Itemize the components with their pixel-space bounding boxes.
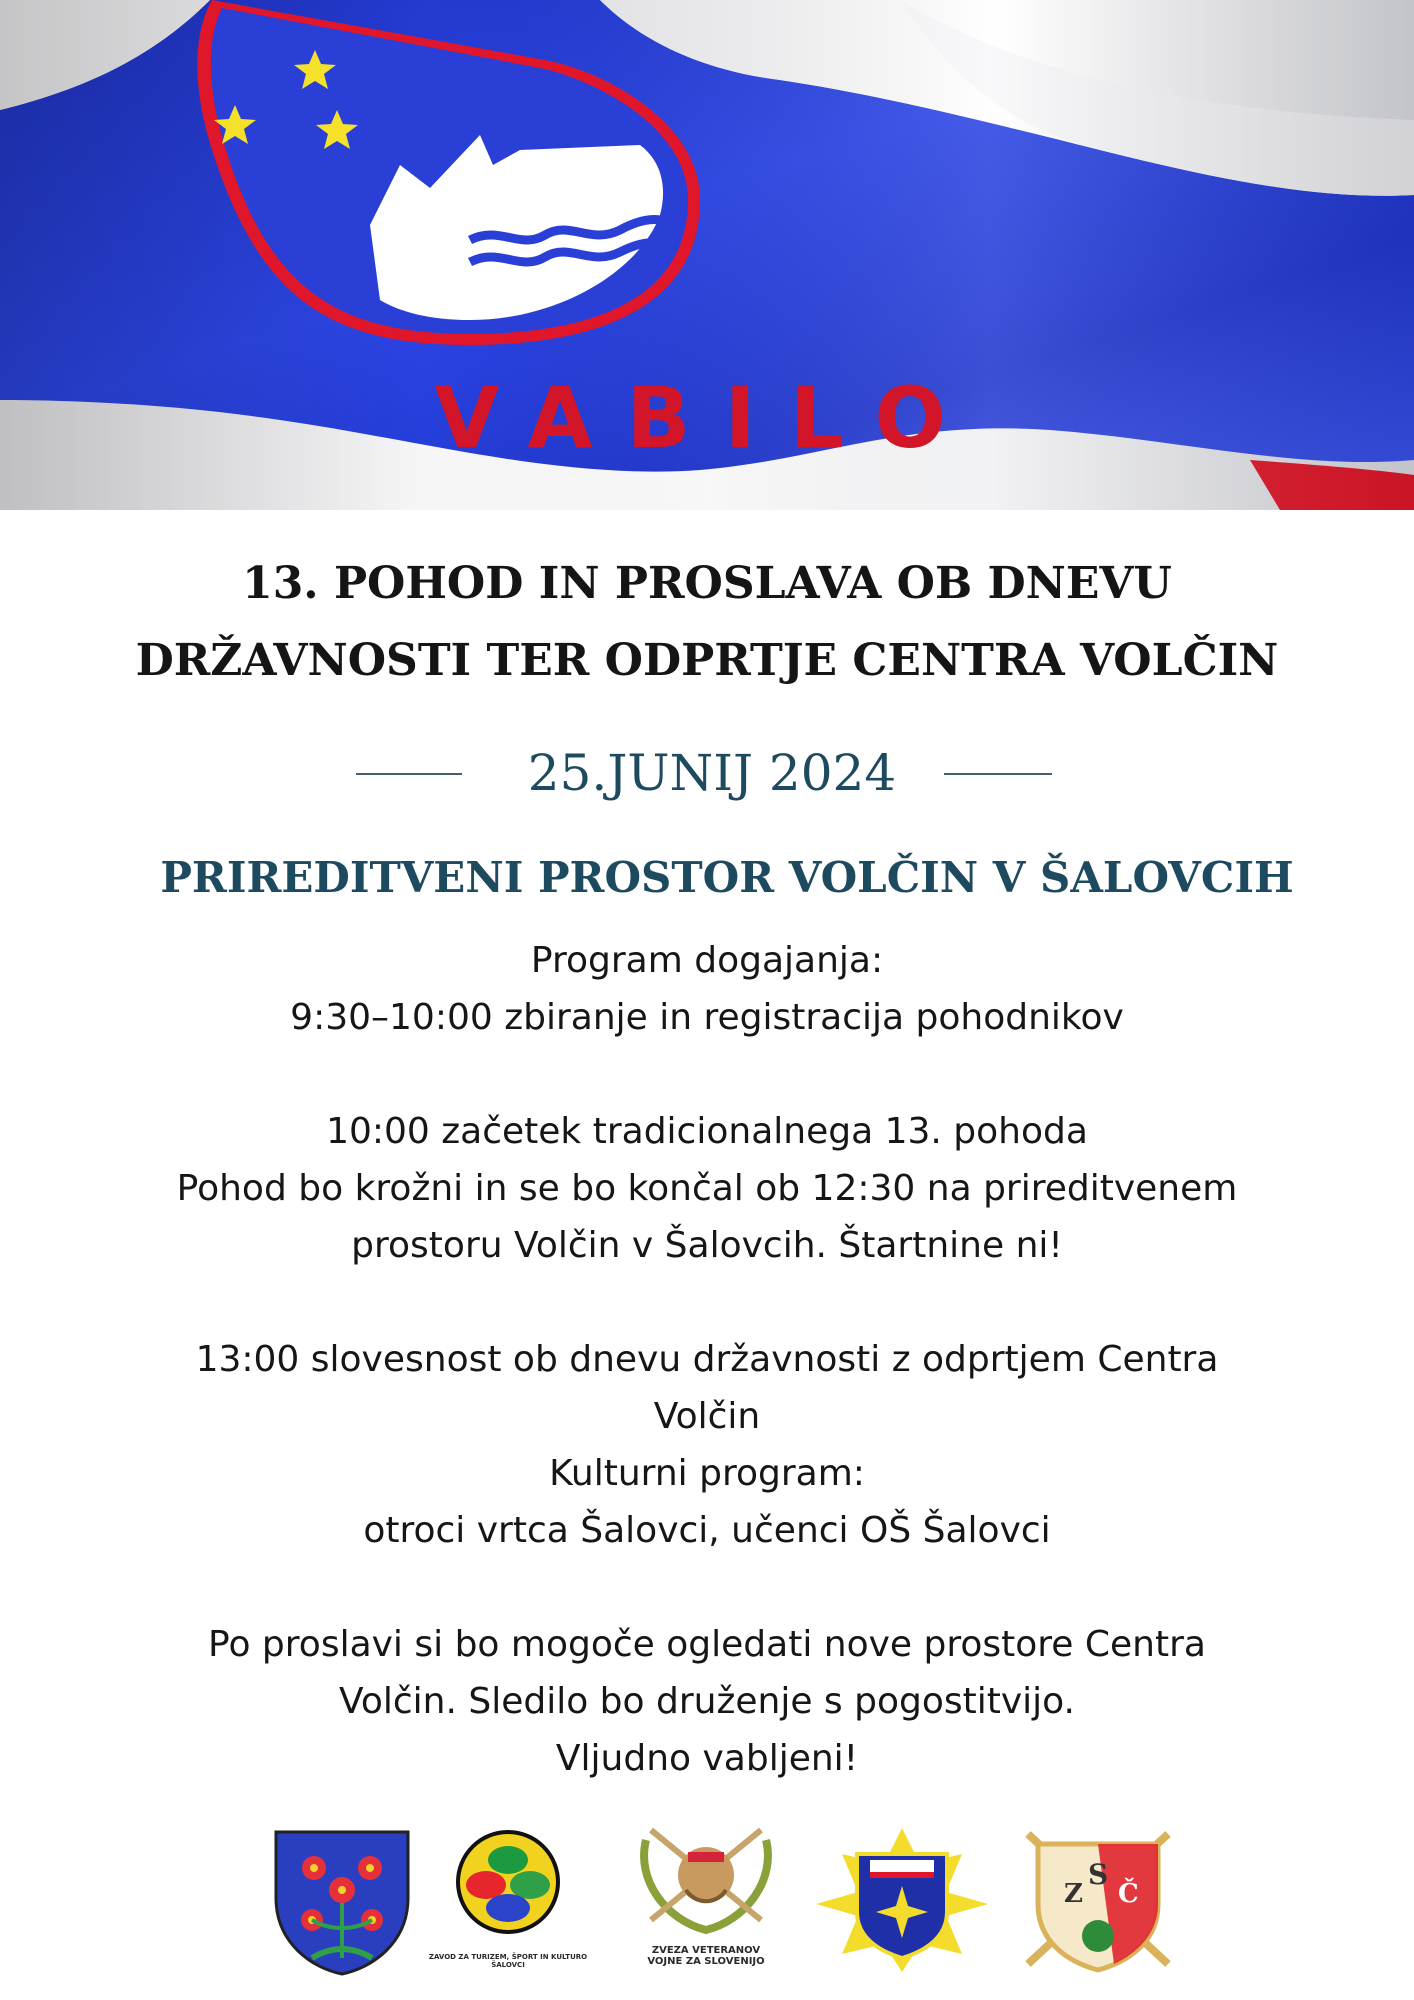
zsc-letter: Z (1064, 1879, 1083, 1909)
zavod-caption: ZAVOD ZA TURIZEM, ŠPORT IN KULTURO (428, 1953, 588, 1961)
municipality-coat-of-arms-logo (272, 1828, 412, 1976)
zveza-veteranov-logo (626, 1820, 786, 1980)
event-date-row (0, 738, 1414, 808)
program-line: Volčin (653, 1396, 761, 1437)
program-line: prostoru Volčin v Šalovcih. Štartnine ni! (351, 1225, 1063, 1266)
program-closing: Vljudno vabljeni! (555, 1738, 859, 1779)
shield-icon (272, 1828, 412, 1976)
invitation-heading: VABILO (434, 369, 980, 467)
program-line: 10:00 začetek tradicionalnega 13. pohoda (326, 1111, 1088, 1152)
zavod-caption: ŠALOVCI (491, 1961, 525, 1969)
four-color-circle-icon (418, 1830, 598, 1940)
event-venue: PRIREDITVENI PROSTOR VOLČIN V ŠALOVCIH (160, 853, 1294, 902)
program-line: otroci vrtca Šalovci, učenci OŠ Šalovci (363, 1510, 1051, 1551)
date-divider-left (356, 773, 462, 775)
program-line: 9:30–10:00 zbiranje in registracija pohodnikov (290, 997, 1124, 1038)
veterans-wreath-icon (626, 1820, 786, 1938)
event-title-line: DRŽAVNOSTI TER ODPRTJE CENTRA VOLČIN (135, 635, 1279, 686)
program-line: 13:00 slovesnost ob dnevu državnosti z odprtjem Centra (195, 1339, 1219, 1380)
sponsor-logos (0, 1820, 1414, 1980)
veterani-caption: ZVEZA VETERANOV (651, 1945, 761, 1956)
zsc-logo (1018, 1824, 1178, 1976)
veterani-caption: VOJNE ZA SLOVENIJO (647, 1956, 765, 1967)
event-title (60, 545, 1354, 699)
program-line: Kulturni program: (549, 1453, 865, 1494)
program-line: Pohod bo krožni in se bo končal ob 12:30 na prireditvenem (176, 1168, 1238, 1209)
zsc-letter: S (1088, 1858, 1109, 1891)
zavod-sport-kultura-logo (418, 1830, 598, 1980)
program-section (50, 932, 1364, 1787)
program-line: Volčin. Sledilo bo druženje s pogostitvijo. (338, 1681, 1075, 1722)
event-date: 25.JUNIJ 2024 (527, 744, 897, 802)
compass-star-badge-icon (812, 1824, 992, 1974)
date-divider-right (944, 773, 1052, 775)
event-title-line: 13. POHOD IN PROSLAVA OB DNEVU (242, 558, 1172, 609)
zsc-letter: Č (1118, 1879, 1139, 1909)
program-line: Po proslavi si bo mogoče ogledati nove prostore Centra (208, 1624, 1206, 1665)
zsc-shield-icon (1018, 1824, 1178, 1976)
program-heading: Program dogajanja: (530, 940, 884, 981)
drustvo-sever-logo (812, 1824, 992, 1974)
